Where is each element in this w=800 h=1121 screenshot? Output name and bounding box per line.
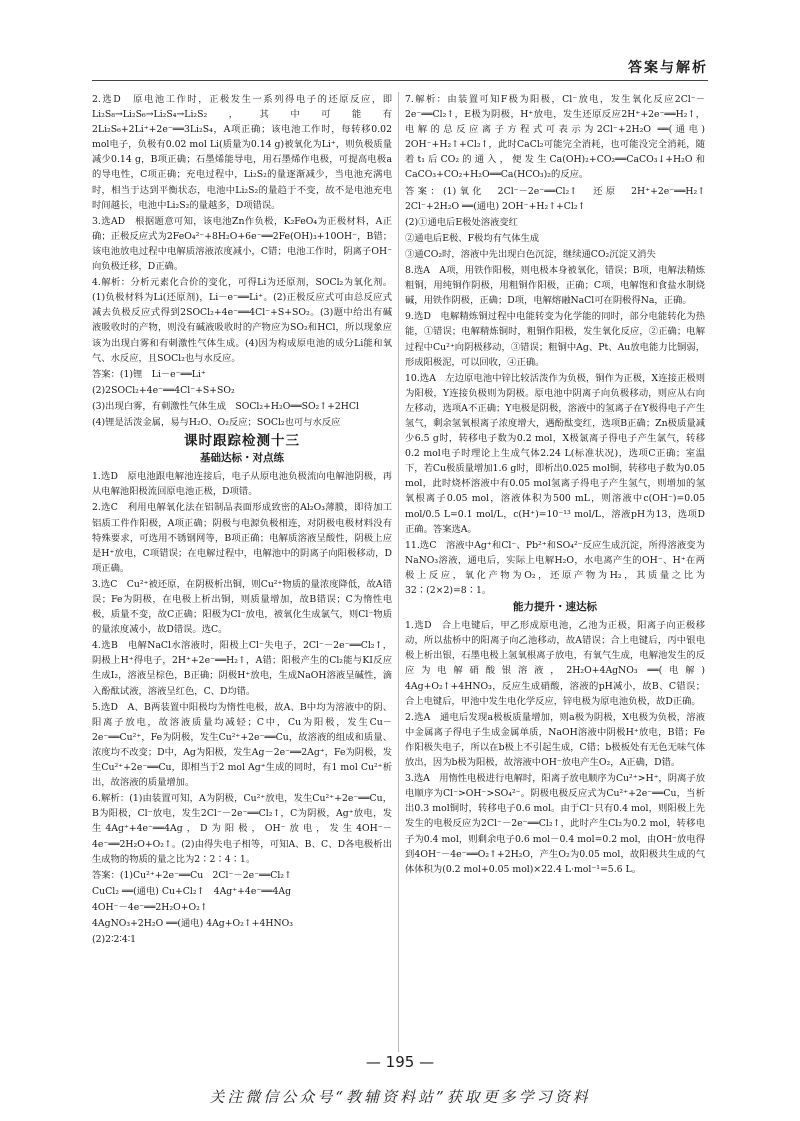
answer-item: 1.选D 原电池跟电解池连接后，电子从原电池负极流向电解池阴极，再从电解池阳极流回原电池正极，D项错。 <box>92 471 392 498</box>
left-column <box>92 92 392 1052</box>
page-number: — 195 — <box>365 1053 435 1071</box>
footer-watermark-text: 关注微信公众号“教辅资料站”获取更多学习资料 <box>209 1088 591 1106</box>
answer-item: ③通CO₂时，溶液中先出现白色沉淀，继续通CO₂沉淀又消失 <box>405 248 656 260</box>
answer-item: 4.选B 电解NaCl水溶液时，阳极上Cl⁻失电子，2Cl⁻－2e⁻══Cl₂↑，阴极上H⁺得电子，2H⁺+2e⁻══H₂↑，A错；阳极产生的Cl₂能与KI反应生成I₂，溶液呈棕色，B正确；阴极H⁺放电，生成NaOH溶液呈碱性，滴入酚酞试液，溶液呈红色，C、D均错。 <box>92 640 392 697</box>
answer-item: 8.选A A项，用铁作阳极，则电极本身被氧化，错误；B项，电解法精炼粗铜，用纯铜作阴极，用粗铜作阳极，正确；C项，电解饱和食盐水制烧碱，用铁作阴极，正确；D项，电解熔融NaCl可在阴极得Na，正确。 <box>405 265 705 307</box>
answer-item: (2)①通电后E极处溶液变红 <box>405 216 518 228</box>
answer-item: 10.选A 左边原电池中锌比较活泼作为负极，铜作为正极，X连接正极则为阳极，Y连接负极则为阴极。原电池中阴离子向负极移动，则应从右向左移动，选项A不正确；Y电极是阴极，溶液中的氢离子在Y极得电子产生氢气，剩余氢氧根离子浓度增大，遇酚酞变红，选项B正确；Zn极质量减少6.5 g时，转移电子数为0.2 mol，X极氯离子得电子产生氯气，转移0.2 mol电子时理论上生成气体2.24 L(标准状况)，选项C正确；室温下，若Cu极质量增加1.6 g时，即析出0.025 mol铜，转移电子数为0.05 mol，此时烧杯溶液中有0.05 mol氢离子得电子产生氢气，则增加的氢氧根离子0.05 mol，溶液体积为500 mL，则溶液中c(OH⁻)=0.05 mol/0.5 L=0.1 mol/L，c(H⁺)=10⁻¹³ mol/L，溶液pH为13，选项D正确。答案选A。 <box>405 372 705 535</box>
answer-item: (3)出现白雾，有刺激性气体生成 SOCl₂+H₂O══SO₂↑+2HCl <box>92 400 359 412</box>
answer-item: 答案：(1)氧化 2Cl⁻－2e⁻══Cl₂↑ 还原 2H⁺+2e⁻══H₂↑ 2Cl⁻+2H₂O ══(通电) 2OH⁻+H₂↑+Cl₂↑ <box>405 185 715 212</box>
section-subtitle: 能力提升・速达标 <box>513 601 597 614</box>
answer-item: 9.选D 电解精炼铜过程中电能转变为化学能的同时，部分电能转化为热能，①错误；电解精炼铜时，粗铜作阳极，发生氧化反应，②正确；电解过程中Cu²⁺向阴极移动，③错误；粗铜中Ag、Pt、Au放电能力比铜弱，形成阳极泥，可以回收，④正确。 <box>405 311 705 368</box>
answer-item: 4OH⁻－4e⁻══2H₂O+O₂↑ <box>92 901 208 913</box>
header-title: 答案与解析 <box>628 60 708 76</box>
page-header <box>92 58 708 81</box>
answer-item: CuCl₂ ══(通电) Cu+Cl₂↑ 4Ag⁺+4e⁻══4Ag <box>92 885 292 897</box>
answer-item: 2.选A 通电后发现a极板质量增加，则a极为阴极，X电极为负极，溶液中金属离子得电子生成金属单质，NaOH溶液中阴极H⁺放电，B错；Fe作阳极失电子，所以在b极上不引起生成，C错；b极板处有无色无味气体放出，因为b极为阳极，故溶液中OH⁻放电产生O₂，A正确，D错。 <box>405 711 705 769</box>
answer-item: 答案：(1)锂 Li－e⁻══Li⁺ <box>92 368 206 380</box>
right-items-after <box>405 618 705 877</box>
section-title: 课时跟踪检测十三 <box>184 433 300 450</box>
answer-item: 7.解析：由装置可知F极为阳极，Cl⁻放电，发生氧化反应2Cl⁻－2e⁻══Cl₂↑，E极为阴极，H⁺放电，发生还原反应2H⁺+2e⁻══H₂↑，电解的总反应离子方程式可表示为2Cl⁻+2H₂O ══(通电) 2OH⁻+H₂↑+Cl₂↑，此时CaCl₂可能完全消耗，也可能没完全消耗，随着t₁后CO₂的通入，便发生Ca(OH)₂+CO₂══CaCO₃↓+H₂O和CaCO₃+CO₂+H₂O══Ca(HCO₃)₂的反应。 <box>405 94 705 181</box>
column-divider <box>398 92 399 1052</box>
answer-item: 1.选D 合上电键后，甲乙形成原电池，乙池为正极，阳离子向正极移动，所以盐桥中的阳离子向乙池移动，故A错误；合上电键后，丙中银电极上析出银，石墨电极上氢氧根离子放电，有氧气生成，电解池发生的反应为电解硝酸银溶液，2H₂O+4AgNO₃ ══(电解) 4Ag+O₂↑+4HNO₃，反应生成硝酸，溶液的pH减小，故B、C错误；合上电键后，甲池中发生电化学反应，锌电极为原电池负极，故D正确。 <box>405 620 705 707</box>
answer-item: 4.解析：分析元素化合价的变化，可得Li为还原剂，SOCl₂为氧化剂。(1)负极材料为Li(还原剂)，Li－e⁻══Li⁺。(2)正极反应式可由总反应式减去负极反应式得到2SOCl₂+4e⁻══4Cl⁻+S+SO₂。(3)题中给出有碱液吸收时的产物，则没有碱液吸收时的产物应为SO₂和HCl，所以现象应该为出现白雾和有刺激性气体生成。(4)因为构成原电池的成分Li能和氧气、水反应，且SOCl₂也与水反应。 <box>92 277 392 364</box>
answer-item: 答案：(1)Cu²⁺+2e⁻══Cu 2Cl⁻－2e⁻══Cl₂↑ <box>92 869 292 881</box>
answer-item: ②通电后E极、F极均有气体生成 <box>405 232 540 244</box>
answer-item: 3.选AD 根据题意可知，该电池Zn作负极，K₂FeO₄为正极材料，A正确；正极反应式为2FeO₄²⁻+8H₂O+6e⁻══2Fe(OH)₃+10OH⁻，B错；该电池放电过程中电解质溶液浓度减小，C错；电池工作时，阴离子OH⁻向负极迁移，D正确。 <box>92 215 392 273</box>
answer-item: 3.选C Cu²⁺被还原，在阴极析出铜，则Cu²⁺物质的量浓度降低，故A错误；Fe为阴极，在电极上析出铜，则质量增加，故B错误；C为惰性电极，质量不变，故C正确；阳极为Cl⁻放电，被氧化生成氯气，则Cl⁻物质的量浓度减小，故D错误。选C。 <box>92 578 392 636</box>
section-subtitle: 基础达标・对点练 <box>200 452 284 465</box>
right-items-before <box>405 92 715 598</box>
answer-item: 2.选C 利用电解氧化法在铝制品表面形成致密的Al₂O₃薄膜，即待加工铝质工件作阳极，A项正确；阴极与电源负极相连，对阴极电极材料没有特殊要求，可选用不锈钢网等，B项正确；电解质溶液呈酸性，阴极上应是H⁺放电，C项错误；在电解过程中，电解池中的阴离子向阳极移动，D项正确。 <box>92 502 392 574</box>
answer-item: 4AgNO₃+2H₂O ══(通电) 4Ag+O₂↑+4HNO₃ <box>92 917 293 929</box>
answer-item: 11.选C 溶液中Ag⁺和Cl⁻、Pb²⁺和SO₄²⁻反应生成沉淀，所得溶液变为NaNO₃溶液，通电后，实际上电解H₂O，水电离产生的OH⁻、H⁺在两极上反应，氧化产物为O₂，还原产物为H₂，其质量之比为32∶(2×2)=8∶1。 <box>405 539 705 596</box>
right-column <box>405 92 715 1052</box>
left-items-before <box>92 92 392 430</box>
left-items-after <box>92 469 392 947</box>
answer-item: (4)锂是活泼金属，易与H₂O、O₂反应；SOCl₂也可与水反应 <box>92 416 341 428</box>
answer-item: 6.解析：(1)由装置可知，A为阴极，Cu²⁺放电，发生Cu²⁺+2e⁻══Cu，B为阳极，Cl⁻放电，发生2Cl⁻－2e⁻══Cl₂↑，C为阴极，Ag⁺放电，发生4Ag⁺+4e⁻══4Ag，D为阳极，OH⁻放电，发生4OH⁻－4e⁻══2H₂O+O₂↑。(2)由得失电子相等，可知A、B、C、D各电极析出生成物的物质的量之比为2∶2∶4∶1。 <box>92 793 392 865</box>
answer-item: (2)2∶2∶4∶1 <box>92 934 137 946</box>
answer-item: (2)2SOCl₂+4e⁻══4Cl⁻+S+SO₂ <box>92 384 235 396</box>
answer-item: 2.选D 原电池工作时，正极发生一系列得电子的还原反应，即Li₂S₈→Li₂S₆→Li₂S₄→Li₂S₂，其中可能有2Li₂S₆+2Li⁺+2e⁻══3Li₂S₄，A项正确；该电池工作时，每转移0.02 mol电子，负极有0.02 mol Li(质量为0.14 g)被氧化为Li⁺，则负极质量减少0.14 g，B项正确；石墨烯能导电，用石墨烯作电极，可提高电极a的导电性，C项正确；充电过程中，Li₂S₂的量逐渐减少，当电池充满电时，相当于达到平衡状态，电池中Li₂S₂的量趋于不变，故不是电池充电时间越长，电池中Li₂S₂的量越多，D项错误。 <box>92 94 392 211</box>
answer-item: 3.选A 用惰性电极进行电解时，阳离子放电顺序为Cu²⁺>H⁺，阴离子放电顺序为Cl⁻>OH⁻>SO₄²⁻。阴极电极反应式为Cu²⁺+2e⁻══Cu，当析出0.3 mol铜时，转移电子0.6 mol。由于Cl⁻只有0.4 mol，则阳极上先发生的电极反应为2Cl⁻－2e⁻══Cl₂↑，此时产生Cl₂为0.2 mol，转移电子为0.4 mol，则剩余电子0.6 mol－0.4 mol=0.2 mol，由OH⁻放电得到4OH⁻－4e⁻══O₂↑+2H₂O，产生O₂为0.05 mol，故阳极共生成的气体体积为(0.2 mol+0.05 mol)×22.4 L·mol⁻¹=5.6 L。 <box>405 773 705 875</box>
answer-item: 5.选D A、B两装置中阳极均为惰性电极，故A、B中均为溶液中的阴、阳离子放电，故溶液质量均减轻；C中，Cu为阳极，发生Cu－2e⁻══Cu²⁺，Fe为阴极，发生Cu²⁺+2e⁻══Cu，故溶液的组成和质量、浓度均不改变；D中，Ag为阳极，发生Ag－2e⁻══2Ag⁺，Fe为阴极，发生Cu²⁺+2e⁻══Cu，即相当于2 mol Ag⁺生成的同时，有1 mol Cu²⁺析出，故溶液的质量增加。 <box>92 701 392 789</box>
